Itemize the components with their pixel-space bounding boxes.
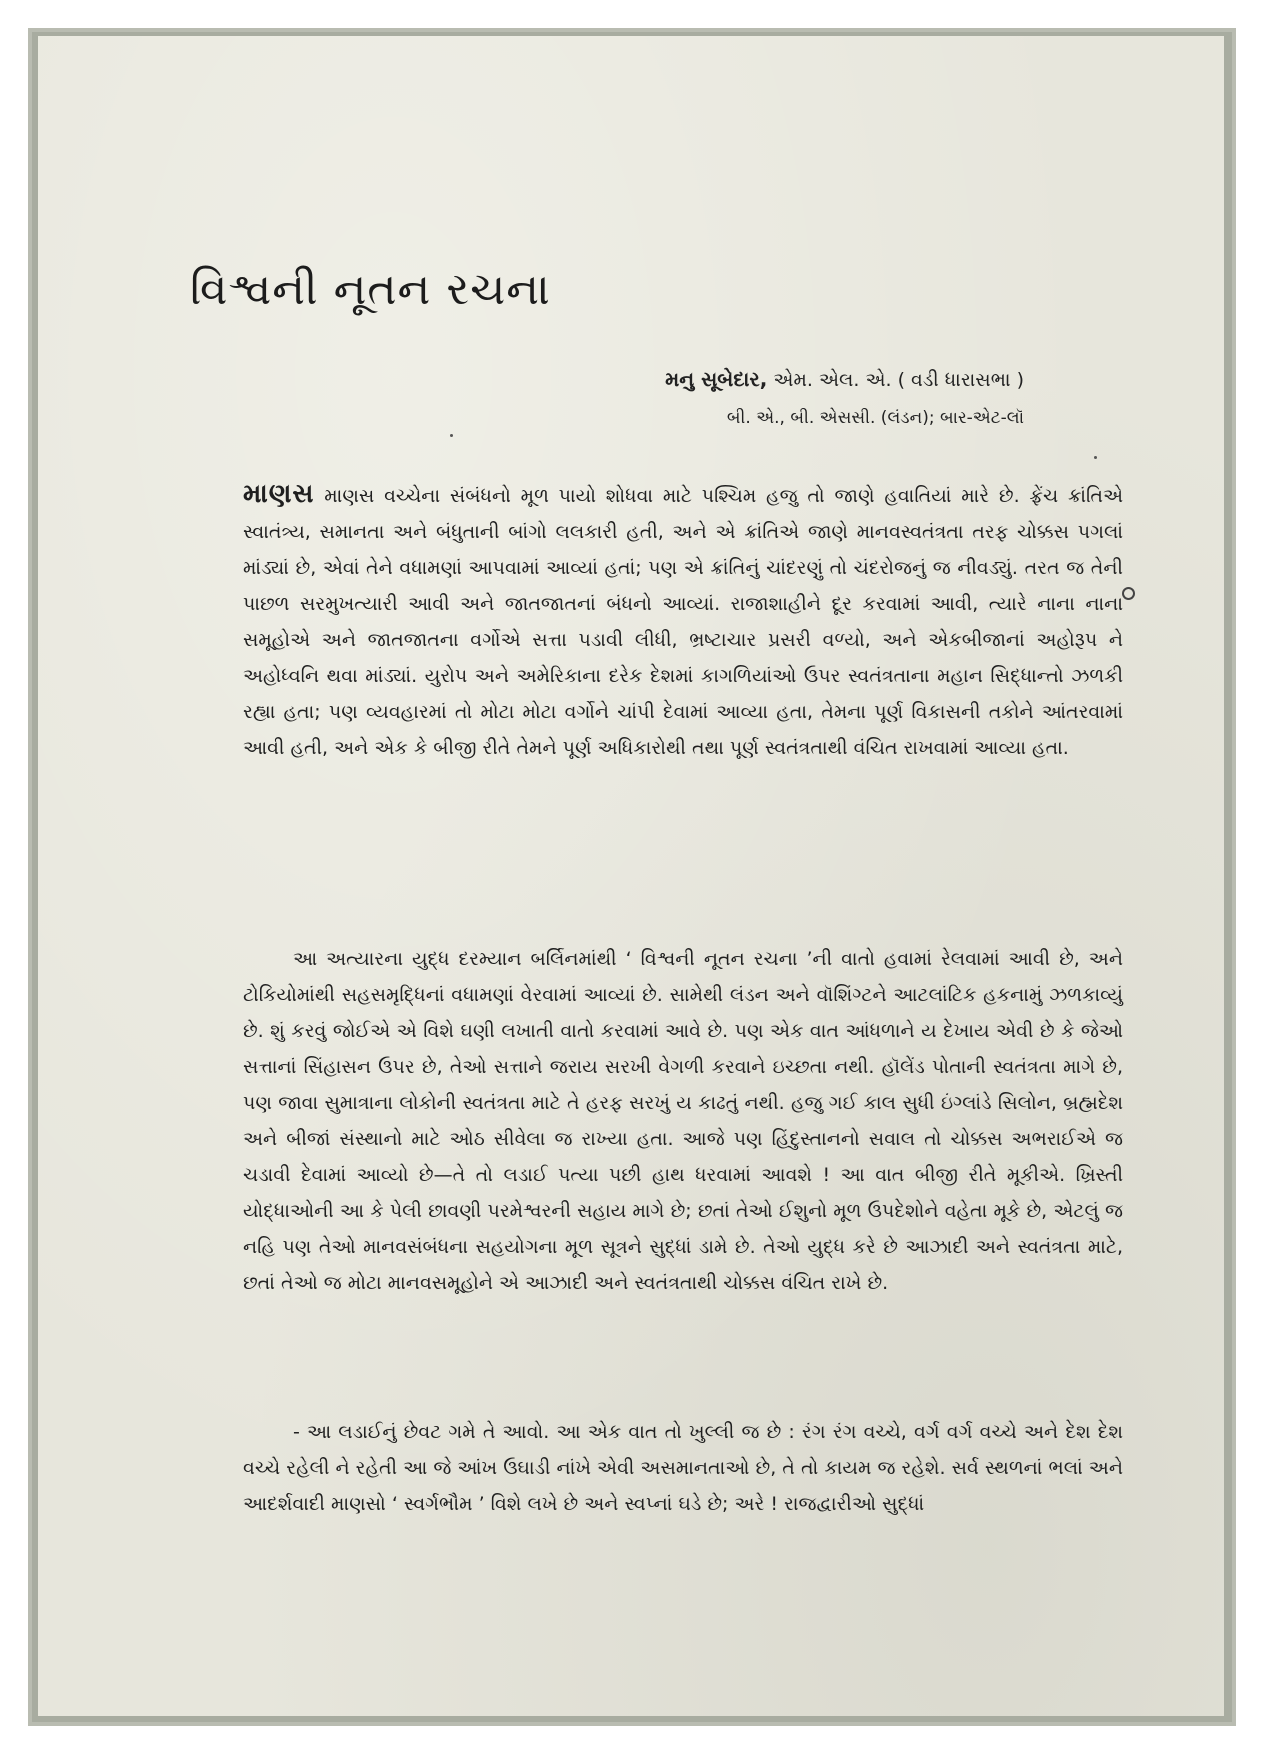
paragraph-2: આ અત્યારના યુદ્ધ દરમ્યાન બર્લિનમાંથી ‘ વિશ્વની નૂતન રચના ’ની વાતો હવામાં રેલવામાં આવી છે, અને ટોકિયોમાંથી સહસમૃદ્ધિનાં વધામણાં વેરવામાં આવ્યાં છે. સામેથી લંડન અને વૉશિંગ્ટને આટલાંટિક હકનામું ઝળકાવ્યું છે. શું કરવું જોઈએ એ વિશે ઘણી લખાતી વાતો કરવામાં આવે છે. પણ એક વાત આંધળાને ય દેખાય એવી છે કે જેઓ સત્તાનાં સિંહાસન ઉપર છે, તેઓ સત્તાને જરાય સરખી વેગળી કરવાને ઇચ્છતા નથી. હૉલેંડ પોતાની સ્વતંત્રતા માગે છે, પણ જાવા સુમાત્રાના લોકોની સ્વતંત્રતા માટે તે હરફ સરખું ય કાઢતું નથી. હજુ ગઈ કાલ સુધી ઇંગ્લાંડે સિલોન, બ્રહ્મદેશ અને બીજાં સંસ્થાનો માટે ઓઠ સીવેલા જ રાખ્યા હતા. આજે પણ હિંદુસ્તાનનો સવાલ તો ચોક્કસ અભરાઈએ જ ચડાવી દેવામાં આવ્યો છે—તે તો લડાઈ પત્યા પછી હાથ ધરવામાં આવશે ! આ વાત બીજી રીતે મૂકીએ. ખ્રિસ્તી યોદ્ધાઓની આ કે પેલી છાવણી પરમેશ્વરની સહાય માગે છે; છતાં તેઓ ઈશુનો મૂળ ઉપદેશોને વહેતા મૂકે છે, એટલું જ નહિ પણ તેઓ માનવસંબંધના સહયોગના મૂળ સૂત્રને સુદ્ધાં ડામે છે. તેઓ યુદ્ધ કરે છે આઝાદી અને સ્વતંત્રતા માટે, છતાં તેઓ જ મોટા માનવસમૂહોને એ આઝાદી અને સ્વતંત્રતાથી ચોક્કસ વંચિત રાખે છે. — [243, 948, 1123, 1294]
author-line — [665, 362, 1024, 397]
byline — [665, 362, 1024, 435]
page — [38, 36, 1224, 1716]
paragraph-1 — [243, 476, 1123, 766]
paragraph-1-text: માણસ વચ્ચેના સંબંધનો મૂળ પાયો શોધવા માટે પશ્ચિમ હજુ તો જાણે હવાતિયાં મારે છે. ફ્રેંચ ક્રાંતિએ સ્વાતંત્ર્ય, સમાનતા અને બંધુતાની બાંગો લલકારી હતી, અને એ ક્રાંતિએ જાણે માનવસ્વતંત્રતા તરફ ચોક્કસ પગલાં માંડ્યાં છે, એવાં તેને વધામણાં આપવામાં આવ્યાં હતાં; પણ એ ક્રાંતિનું ચાંદરણું તો ચંદરોજનું જ નીવડ્યું. તરત જ તેની પાછળ સરમુખત્યારી આવી અને જાતજાતનાં બંધનો આવ્યાં. રાજાશાહીને દૂર કરવામાં આવી, ત્યારે નાના નાના સમૂહોએ અને જાતજાતના વર્ગોએ સત્તા પડાવી લીધી, ભ્રષ્ટાચાર પ્રસરી વળ્યો, અને એકબીજાનાં અહોરૂપ ને અહોધ્વનિ થવા માંડ્યાં. યુરોપ અને અમેરિકાના દરેક દેશમાં કાગળિયાંઓ ઉપર સ્વતંત્રતાના મહાન સિદ્ધાન્તો ઝળકી રહ્યા હતા; પણ વ્યવહારમાં તો મોટા મોટા વર્ગોને ચાંપી દેવામાં આવ્યા હતા, તેમના પૂર્ણ વિકાસની તકોને આંતરવામાં આવી હતી, અને એક કે બીજી રીતે તેમને પૂર્ણ અધિકારોથી તથા પૂર્ણ સ્વતંત્રતાથી વંચિત રાખવામાં આવ્યા હતા. — [243, 485, 1123, 759]
article-title: વિશ્વની નૂતન રચના — [190, 264, 551, 315]
author-name: મનુ સૂબેદાર, — [665, 367, 768, 391]
paragraph-3: - આ લડાઈનું છેવટ ગમે તે આવો. આ એક વાત તો ખુલ્લી જ છે : રંગ રંગ વચ્ચે, વર્ગ વર્ગ વચ્ચે અને દેશ દેશ વચ્ચે રહેલી ને રહેતી આ જે આંખ ઉઘાડી નાંખે એવી અસમાનતાઓ છે, તે તો કાયમ જ રહેશે. સર્વ સ્થળનાં ભલાં અને આદર્શવાદી માણસો ‘ સ્વર્ગભૌમ ’ વિશે લખે છે અને સ્વપ્નાં ઘડે છે; અરે ! રાજદ્વારીઓ સુદ્ધાં — [243, 1421, 1123, 1515]
ink-speck — [1094, 456, 1097, 459]
ink-speck — [450, 434, 453, 437]
author-position: એમ. એલ. એ. ( વડી ધારાસભા ) — [773, 369, 1024, 391]
author-degrees: બી. એ., બી. એસસી. (લંડન); બાર-એટ-લૉ — [726, 408, 1024, 428]
paragraph-lead-word: માણસ — [243, 479, 315, 509]
punch-hole-mark — [1122, 587, 1135, 600]
